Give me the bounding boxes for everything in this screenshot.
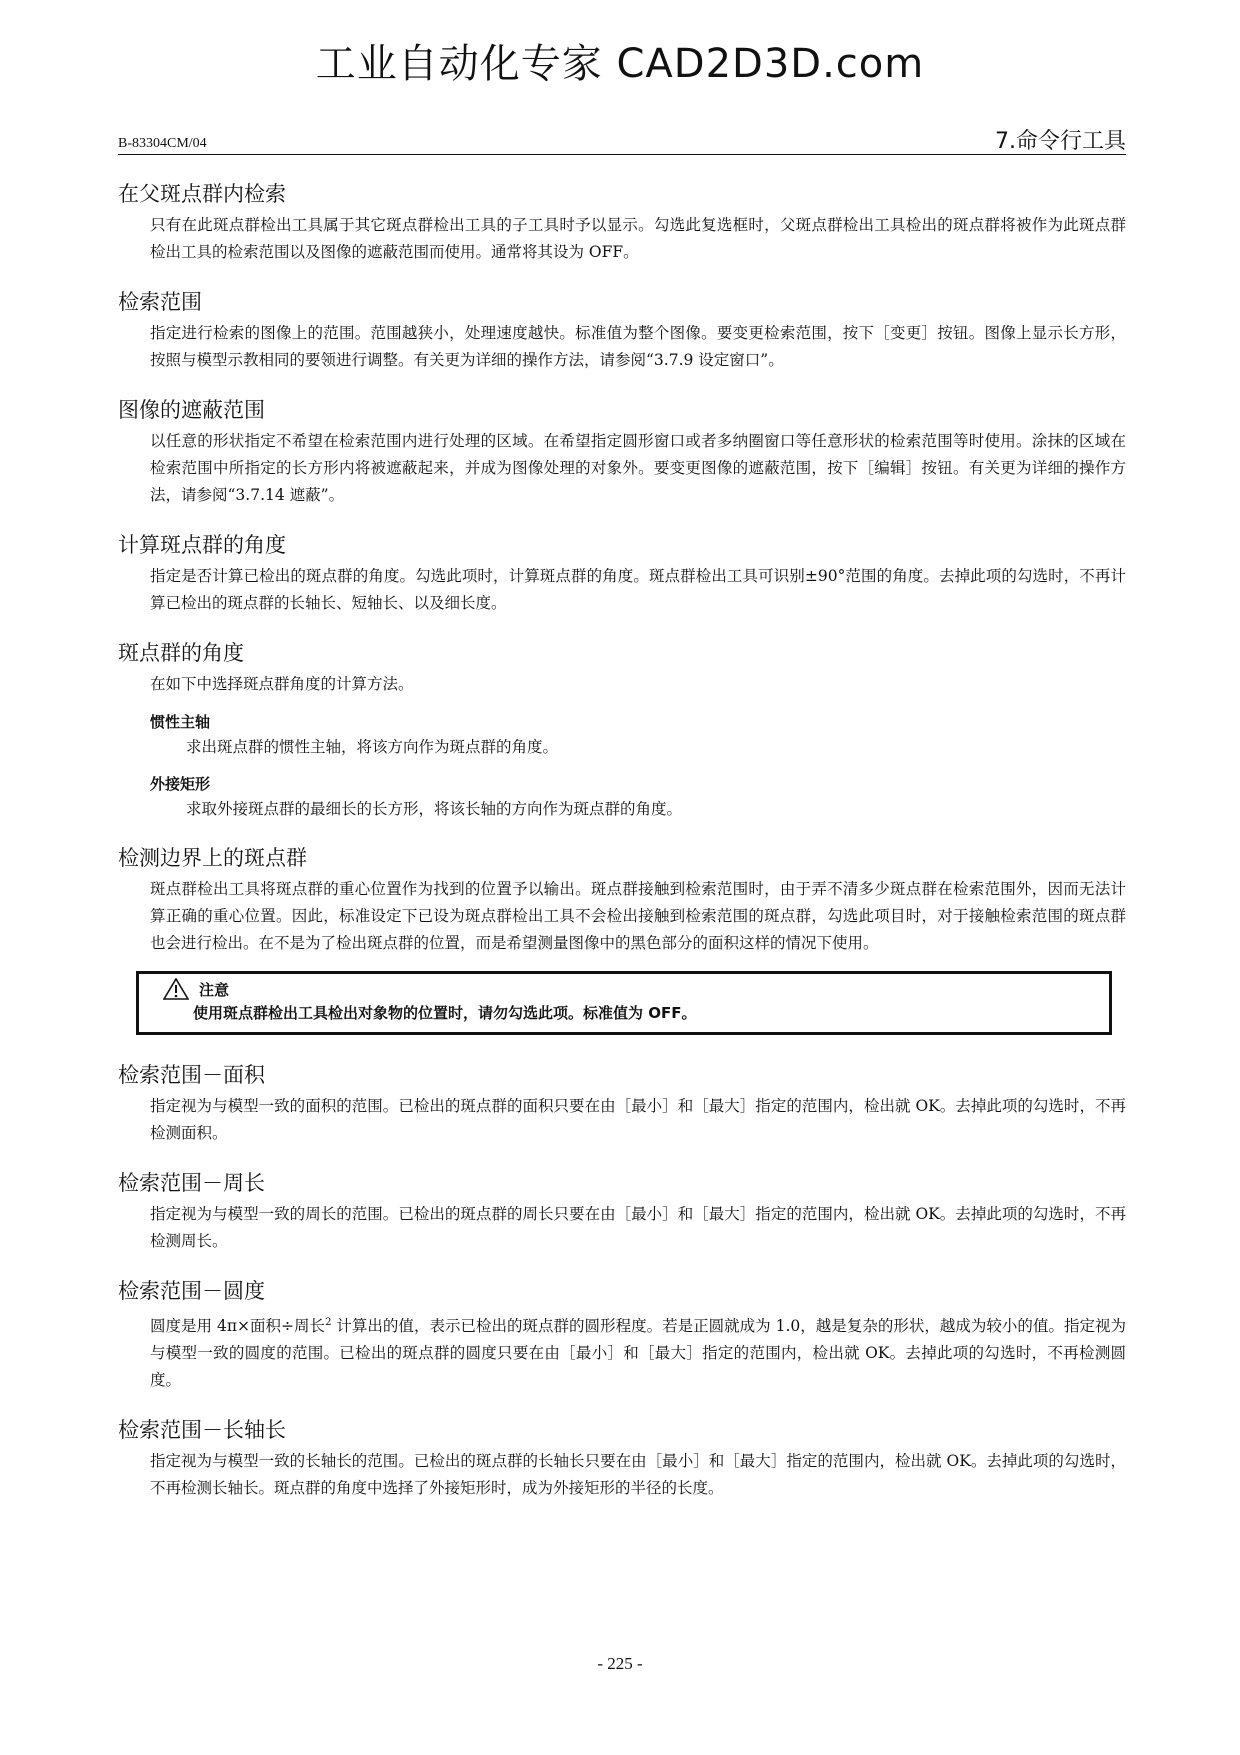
section-body: 只有在此斑点群检出工具属于其它斑点群检出工具的子工具时予以显示。勾选此复选框时，父斑点群检出工具检出的斑点群将被作为此斑点群检出工具的检索范围以及图像的遮蔽范围而使用。通常将其设为 OFF。 <box>150 216 1126 261</box>
section-body: 指定进行检索的图像上的范围。范围越狭小，处理速度越快。标准值为整个图像。要变更检索范围，按下［变更］按钮。图像上显示长方形，按照与模型示教相同的要领进行调整。有关更为详细的操作方法，请参阅“3.7.9 设定窗口”。 <box>150 324 1126 369</box>
section-image-mask <box>118 396 1126 509</box>
circularity-body-text: 计算出的值，表示已检出的斑点群的圆形程度。若是正圆就成为 1.0，越是复杂的形状，越成为较小的值。指定视为与模型一致的圆度的范围。已检出的斑点群的圆度只要在由［最小］和［最大］指定的范围内，检出就 OK。去掉此项的勾选时，不再检测圆度。 <box>150 1317 1127 1389</box>
warning-triangle-icon <box>163 978 189 1000</box>
section-range-perimeter <box>118 1169 1126 1255</box>
superscript-two: 2 <box>325 1317 332 1328</box>
section-body <box>150 1309 1126 1394</box>
header-rule <box>118 154 1126 155</box>
subsection-body: 求出斑点群的惯性主轴，将该方向作为斑点群的角度。 <box>186 738 559 756</box>
document-id: B-83304CM/04 <box>118 136 207 151</box>
caution-text: 使用斑点群检出工具检出对象物的位置时，请勿勾选此项。标准值为 OFF。 <box>193 1004 697 1022</box>
section-title: 检索范围－圆度 <box>118 1279 265 1303</box>
chapter-title: 7.命令行工具 <box>995 129 1126 154</box>
page-content <box>118 180 1126 1524</box>
section-range-major-axis <box>118 1416 1126 1502</box>
section-title: 检测边界上的斑点群 <box>118 846 307 870</box>
section-body: 以任意的形状指定不希望在检索范围内进行处理的区域。在希望指定圆形窗口或者多纳圈窗口等任意形状的检索范围等时使用。涂抹的区域在检索范围中所指定的长方形内将被遮蔽起来，并成为图像处理的对象外。要变更图像的遮蔽范围，按下［编辑］按钮。有关更为详细的操作方法，请参阅“3.7.14 遮蔽”。 <box>150 432 1126 504</box>
section-search-in-parent <box>118 180 1126 266</box>
section-compute-angle <box>118 531 1126 617</box>
section-title: 检索范围－面积 <box>118 1063 265 1087</box>
section-title: 检索范围－周长 <box>118 1171 265 1195</box>
section-body: 斑点群检出工具将斑点群的重心位置作为找到的位置予以输出。斑点群接触到检索范围时，由于弄不清多少斑点群在检索范围外，因而无法计算正确的重心位置。因此，标准设定下已设为斑点群检出工具不会检出接触到检索范围的斑点群，勾选此项目时，对于接触检索范围的斑点群也会进行检出。在不是为了检出斑点群的位置，而是希望测量图像中的黑色部分的面积这样的情况下使用。 <box>150 880 1126 952</box>
page-number: - 225 - <box>597 1654 643 1673</box>
section-title: 斑点群的角度 <box>118 641 244 665</box>
section-title: 在父斑点群内检索 <box>118 182 286 206</box>
caution-label: 注意 <box>199 980 230 999</box>
section-range-area <box>118 1061 1126 1147</box>
circularity-formula-text: 圆度是用 4π×面积÷周长 <box>150 1317 326 1335</box>
section-title: 计算斑点群的角度 <box>118 533 286 557</box>
subsection-body: 求取外接斑点群的最细长的长方形，将该长轴的方向作为斑点群的角度。 <box>186 800 683 818</box>
caution-header <box>163 978 1097 1000</box>
section-body: 指定视为与模型一致的面积的范围。已检出的斑点群的面积只要在由［最小］和［最大］指定的范围内，检出就 OK。去掉此项的勾选时，不再检测面积。 <box>150 1097 1126 1142</box>
section-title: 检索范围 <box>118 290 202 314</box>
section-blob-angle <box>118 639 1126 822</box>
section-title: 检索范围－长轴长 <box>118 1418 286 1442</box>
section-body: 指定视为与模型一致的长轴长的范围。已检出的斑点群的长轴长只要在由［最小］和［最大］指定的范围内，检出就 OK。去掉此项的勾选时，不再检测长轴长。斑点群的角度中选择了外接矩形时，成为外接矩形的半径的长度。 <box>150 1452 1126 1497</box>
caution-note <box>136 971 1112 1035</box>
subsection-inertia-axis <box>150 710 1126 760</box>
subsection-title: 惯性主轴 <box>150 713 211 731</box>
section-body: 指定视为与模型一致的周长的范围。已检出的斑点群的周长只要在由［最小］和［最大］指定的范围内，检出就 OK。去掉此项的勾选时，不再检测周长。 <box>150 1205 1126 1250</box>
watermark-title: 工业自动化专家 CAD2D3D.com <box>315 41 925 87</box>
section-body: 指定是否计算已检出的斑点群的角度。勾选此项时，计算斑点群的角度。斑点群检出工具可识别±90°范围的角度。去掉此项的勾选时，不再计算已检出的斑点群的长轴长、短轴长、以及细长度。 <box>150 567 1126 612</box>
section-search-area <box>118 288 1126 374</box>
subsection-title: 外接矩形 <box>150 775 211 793</box>
section-body: 在如下中选择斑点群角度的计算方法。 <box>150 675 414 693</box>
section-border-blobs <box>118 844 1126 957</box>
subsection-bounding-rect <box>150 772 1126 822</box>
section-range-circularity <box>118 1277 1126 1394</box>
section-title: 图像的遮蔽范围 <box>118 398 265 422</box>
